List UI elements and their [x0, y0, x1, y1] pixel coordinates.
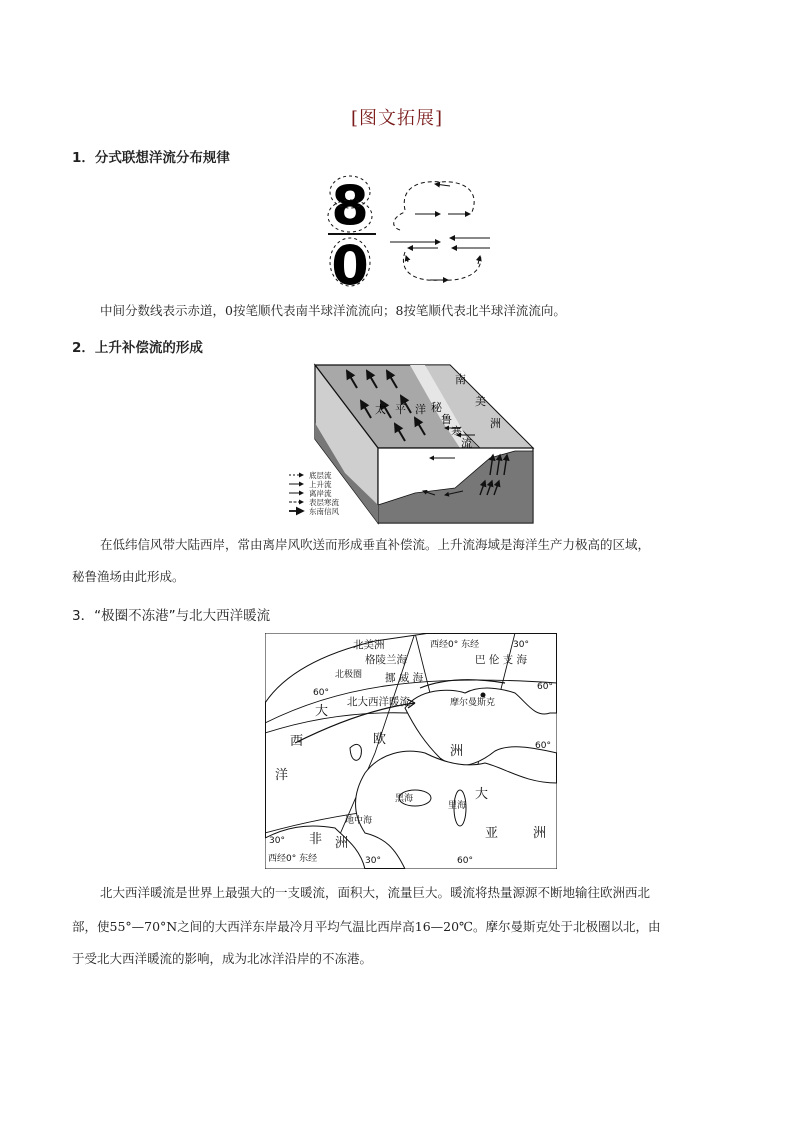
label-bi: 秘 — [431, 401, 442, 414]
label-tai: 太 — [375, 403, 386, 416]
legend-bottom-current: 底层流 — [309, 471, 332, 480]
map-label-north-america: 北美洲 — [353, 639, 385, 651]
label-liu: 流 — [461, 437, 472, 450]
section3-heading: 3．“极圈不冻港”与北大西洋暖流 — [72, 608, 271, 624]
map-label-60-bottom: 60° — [457, 856, 473, 866]
section1-heading: 1．分式联想洋流分布规律 — [72, 150, 230, 166]
label-zhou: 洲 — [490, 417, 501, 430]
map-label-black-sea: 黑海 — [395, 794, 414, 804]
map-label-barents-sea: 巴 伦 支 海 — [475, 654, 528, 666]
label-nan: 南 — [455, 373, 466, 386]
label-han: 寒 — [451, 425, 462, 438]
map-label-xi: 西 — [290, 734, 304, 749]
digit-zero: 0 — [331, 234, 369, 290]
section2-para-line1: 在低纬信风带大陆西岸，常由离岸风吹送而形成垂直补偿流。上升流海域是海洋生产力极高的区域， — [100, 537, 651, 552]
map-label-meridian-top: 西经0° 东经 — [430, 640, 480, 650]
legend-surface-cold-current: 表层寒流 — [309, 498, 339, 507]
label-mei: 美 — [475, 395, 486, 408]
map-label-ya: 亚 — [485, 826, 499, 841]
north-atlantic-map — [265, 633, 557, 869]
digit-eight: 8 — [331, 174, 369, 237]
map-label-30-bottom: 30° — [365, 856, 381, 866]
south-gyre-lower — [403, 252, 480, 280]
map-label-fei: 非 — [309, 832, 323, 847]
map-label-north-atlantic-drift: 北大西洋暖流 — [347, 696, 410, 708]
map-label-zhou1: 洲 — [450, 744, 464, 759]
map-label-zhou3: 洲 — [335, 836, 349, 851]
north-gyre-upper — [404, 182, 474, 212]
map-label-norwegian-sea: 挪 威 海 — [385, 672, 424, 684]
map-label-60-right: 60° — [535, 741, 551, 751]
page-title: [图文拓展] — [350, 108, 444, 129]
map-label-da: 大 — [315, 704, 329, 719]
map-label-zhou2: 洲 — [533, 826, 547, 841]
ocean-current-fraction-diagram — [320, 172, 500, 290]
upwelling-block-diagram — [285, 363, 535, 525]
map-label-60-left: 60° — [313, 688, 329, 698]
section1-caption: 中间分数线表示赤道，0按笔顺代表南半球洋流流向；8按笔顺代表北半球洋流流向。 — [100, 303, 566, 318]
section2-para-line2: 秘鲁渔场由此形成。 — [72, 569, 185, 584]
section3-para-line1: 北大西洋暖流是世界上最强大的一支暖流，面积大，流量巨大。暖流将热量源源不断地输往欧洲西北 — [100, 885, 651, 900]
map-label-murmansk: 摩尔曼斯克 — [450, 698, 496, 708]
legend-upwelling: 上升流 — [309, 480, 332, 489]
map-label-meridian-bottom: 西经0° 东经 — [268, 854, 318, 864]
map-label-yang: 洋 — [275, 768, 289, 783]
section3-para-line2: 部，使55°—70°N之间的大西洋东岸最冷月平均气温比西岸高16—20℃。摩尔曼斯克处于北极圈以北，由 — [72, 919, 661, 934]
map-label-60-top-right: 60° — [537, 682, 553, 692]
map-label-arctic-circle: 北极圈 — [335, 670, 363, 680]
section2-heading: 2．上升补偿流的形成 — [72, 340, 203, 356]
label-ping: 平 — [395, 403, 406, 416]
legend-southeast-trade-wind: 东南信风 — [309, 507, 339, 516]
map-label-caspian-sea: 里海 — [448, 801, 467, 811]
section3-para-line3: 于受北大西洋暖流的影响，成为北冰洋沿岸的不冻港。 — [72, 951, 373, 966]
map-label-da2: 大 — [475, 787, 489, 802]
label-lu: 鲁 — [441, 413, 452, 426]
label-yang: 洋 — [415, 403, 426, 416]
map-label-30-left: 30° — [269, 836, 285, 846]
legend-offshore-current: 离岸流 — [309, 489, 332, 498]
map-label-greenland-sea: 格陵兰海 — [365, 654, 407, 666]
map-label-mediterranean: 地中海 — [345, 816, 373, 826]
map-label-ou: 欧 — [373, 732, 387, 747]
map-label-30-top: 30° — [513, 640, 529, 650]
